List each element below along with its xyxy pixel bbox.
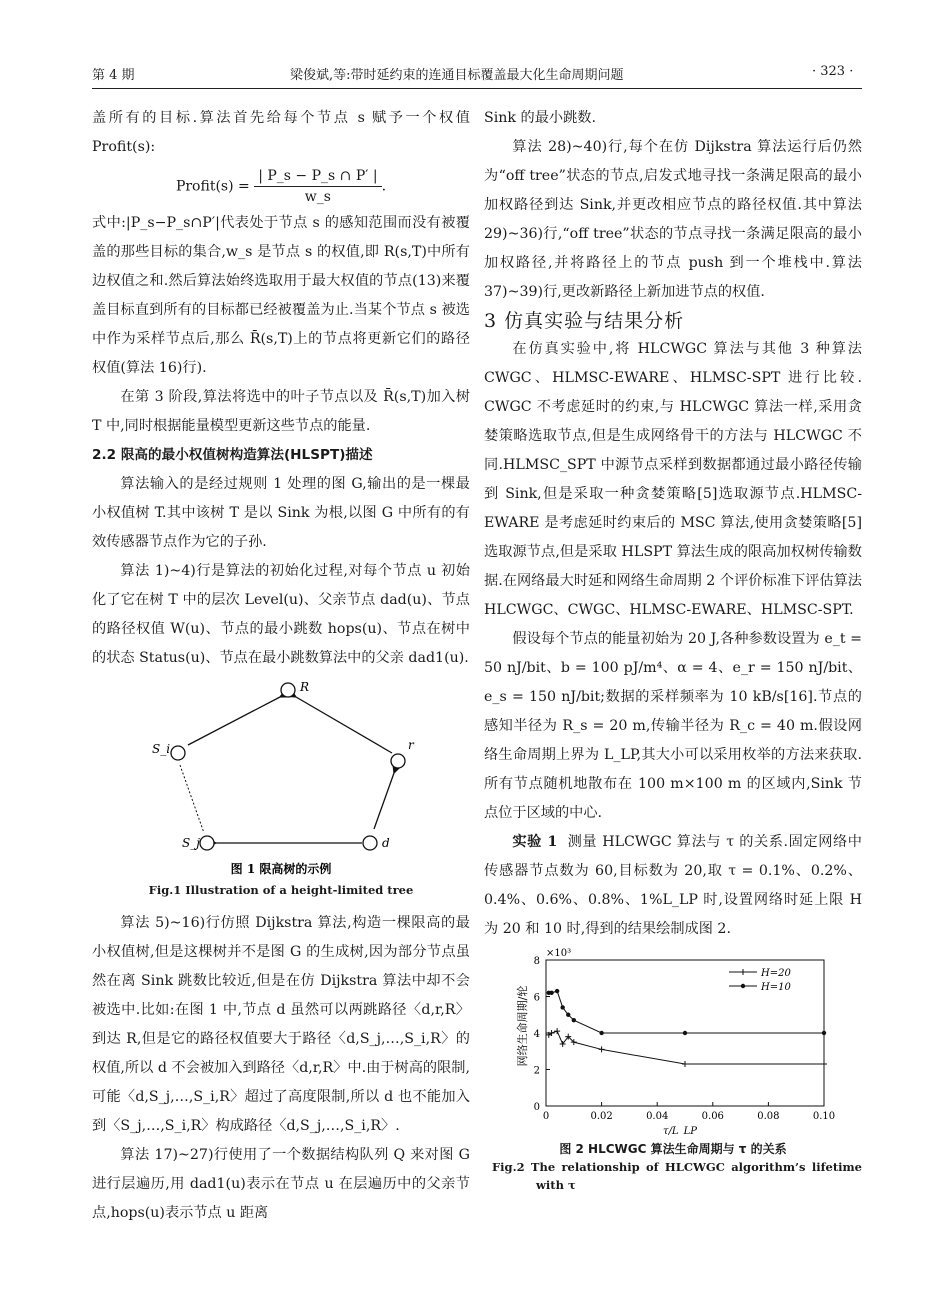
height-limited-tree-diagram xyxy=(92,681,470,885)
equation-lhs: Profit(s) = xyxy=(175,178,250,195)
right-column xyxy=(484,104,862,1194)
y-tick-label: 0 xyxy=(533,1102,540,1113)
data-point xyxy=(821,1061,827,1067)
legend-label: H=10 xyxy=(761,982,791,993)
y-tick-label: 6 xyxy=(533,992,540,1004)
node-Sj xyxy=(200,836,214,850)
data-point xyxy=(683,1031,687,1035)
section-heading-3: 3 仿真实验与结果分析 xyxy=(484,310,685,332)
experiment-text: 测量 HLCWGC 算法与 τ 的关系.固定网络中传感器节点数为 60,目标数为 20,取 τ = 0.1%、0.2%、0.4%、0.6%、0.8%、1%L_LP 时,设置网络时延上限 H 为 20 和 10 时,得到的结果绘制成图 2. xyxy=(484,834,862,937)
data-point xyxy=(599,1031,603,1035)
paragraph: Sink 的最小跳数. xyxy=(484,110,596,126)
label-Si: S_i xyxy=(152,742,171,756)
y-axis-label: 网络生命周期/轮 xyxy=(516,985,529,1067)
x-tick-label: 0.08 xyxy=(757,1111,780,1122)
x-tick-label: 0.10 xyxy=(812,1111,836,1122)
node-Si xyxy=(171,746,185,760)
paragraph xyxy=(484,828,862,944)
node-R xyxy=(281,683,295,697)
figure-1-caption-en: Fig.1 Illustration of a height-limited tree xyxy=(148,883,414,897)
running-title: 梁俊斌,等:带时延约束的连通目标覆盖最大化生命周期问题 xyxy=(290,68,624,83)
x-tick-label: 0.06 xyxy=(701,1111,724,1122)
chart-marks xyxy=(546,968,827,1067)
data-point xyxy=(822,1031,826,1035)
section-heading-2-2: 2.2 限高的最小权值树构造算法(HLSPT)描述 xyxy=(92,447,373,463)
chart-axes xyxy=(534,956,836,1122)
data-point xyxy=(549,991,553,995)
data-point xyxy=(560,1005,564,1009)
label-Sj: S_j xyxy=(182,836,200,850)
data-point xyxy=(566,1013,570,1017)
x-tick-label: 0.04 xyxy=(646,1111,669,1122)
left-column xyxy=(92,104,470,1228)
node-d xyxy=(363,836,377,850)
figure-2-caption-cn: 图 2 HLCWGC 算法生命周期与 τ 的关系 xyxy=(559,1142,787,1156)
y-axis-multiplier: ×10³ xyxy=(546,948,572,959)
paragraph: 假设每个节点的能量初始为 20 J,各种参数设置为 e_t = 50 nJ/bit、b = 100 pJ/m⁴、α = 4、e_r = 150 nJ/bit、e_s = 150 nJ/bit;数据的采样频率为 10 kB/s[16].节点的感知半径为 R_s = 20 m,传输半径为 R_c = 40 m.假设网络生命周期上界为 L_LP,其大小可以采用枚举的方法来获取.所有节点随机地散布在 100 m×100 m 的区域内,Sink 节点位于区域的中心. xyxy=(484,631,862,821)
paragraph: 式中:|P_s−P_s∩P′|代表处于节点 s 的感知范围而没有被覆盖的那些目标的集合,w_s 是节点 s 的权值,即 R(s,T)中所有边权值之和.然后算法始终选取用于最大权值的节点(13)来覆盖目标直到所有的目标都已经被覆盖为止.当某个节点 s 被选中作为采样节点后,那么 R̄(s,T)上的节点将更新它们的路径权值(算法 16)行). xyxy=(92,215,470,376)
legend-marker xyxy=(741,984,745,988)
paragraph: 盖所有的目标.算法首先给每个节点 s 赋予一个权值 Profit(s): xyxy=(92,110,470,155)
path-Sj-Si-dotted xyxy=(180,765,204,833)
figure-1 xyxy=(92,681,470,885)
legend-label: H=20 xyxy=(761,968,791,979)
paragraph: 算法 5)~16)行仿照 Dijkstra 算法,构造一棵限高的最小权值树,但是这棵树并不是图 G 的生成树,因为部分节点虽然在离 Sink 跳数比较近,但是在仿 Dijkstra 算法中却不会被选中.比如:在图 1 中,节点 d 虽然可以两跳路径〈d,r,R〉到达 R,但是它的路径权值要大于路径〈d,S_j,…,S_i,R〉的权值,所以 d 不会被加入到路径〈d,r,R〉中.由于树高的限制,可能〈d,S_j,…,S_i,R〉超过了高度限制,所以 d 也不能加入到〈S_j,…,S_i,R〉构成路径〈d,S_j,…,S_i,R〉. xyxy=(92,915,470,1134)
series-line-H=20 xyxy=(549,1031,824,1064)
data-point xyxy=(572,1018,576,1022)
equation-numerator: | P_s − P_s ∩ P′ | xyxy=(254,166,381,187)
lifetime-vs-tau-chart xyxy=(484,946,862,1136)
paragraph: 在第 3 阶段,算法将选中的叶子节点以及 R̄(s,T)加入树 T 中,同时根据能量模型更新这些节点的能量. xyxy=(92,389,470,434)
edge-r-R xyxy=(296,697,392,753)
paragraph: 算法 17)~27)行使用了一个数据结构队列 Q 来对图 G 进行层遍历,用 dad1(u)表示在节点 u 在层遍历中的父亲节点,hops(u)表示节点 u 距离 xyxy=(92,1147,470,1221)
series-line-H=10 xyxy=(549,991,824,1033)
figure-2-caption-en: Fig.2 The relationship of HLCWGC algorithm’s lifetime with τ xyxy=(492,1160,862,1192)
equation-denominator: w_s xyxy=(304,189,331,205)
data-point xyxy=(599,1046,605,1052)
figure-1-caption-cn: 图 1 限高树的示例 xyxy=(230,862,332,876)
y-tick-label: 2 xyxy=(533,1065,540,1077)
paragraph: 算法输入的是经过规则 1 处理的图 G,输出的是一棵最小权值树 T.其中该树 T 是以 Sink 为根,以图 G 中所有的有效传感器节点作为它的子孙. xyxy=(92,476,470,550)
edge-Si-R xyxy=(188,697,280,745)
node-r xyxy=(391,754,405,768)
paragraph: 算法 28)~40)行,每个在仿 Dijkstra 算法运行后仍然为“off tree”状态的节点,启发式地寻找一条满足限高的最小加权路径到达 Sink,并更改相应节点的路径权值.其中算法 29)~36)行,“off tree”状态的节点寻找一条满足限高的最小加权路径,并将路径上的节点 push 到一个堆栈中.算法 37)~39)行,更改新路径上新加进节点的权值. xyxy=(484,139,862,300)
edge-d-r xyxy=(374,773,394,829)
data-point xyxy=(682,1061,688,1067)
figure-2 xyxy=(484,946,862,1136)
label-r: r xyxy=(408,738,414,752)
data-point xyxy=(554,1028,560,1034)
x-tick-label: 0 xyxy=(542,1111,550,1122)
paragraph: 在仿真实验中,将 HLCWGC 算法与其他 3 种算法 CWGC、HLMSC-EWARE、HLMSC-SPT 进行比较. CWGC 不考虑延时的约束,与 HLCWGC 算法一样,采用贪婪策略选取节点,但是生成网络骨干的方法与 HLCWGC 不同.HLMSC_SPT 中源节点采样到数据都通过最小路径传输到 Sink,但是采取一种贪婪策略[5]选取源节点.HLMSC-EWARE 是考虑延时约束后的 MSC 算法,使用贪婪策略[5]选取源节点,但是采取 HLSPT 算法生成的限高加权树传输数据.在网络最大时延和网络生命周期 2 个评价标准下评估算法 HLCWGC、CWGC、HLMSC-EWARE、HLMSC-SPT. xyxy=(484,341,862,618)
label-R: R xyxy=(300,681,310,694)
journal-issue: 第 4 期 xyxy=(92,68,135,83)
data-point xyxy=(555,989,559,993)
page-number: · 323 · xyxy=(812,64,854,79)
y-tick-label: 4 xyxy=(533,1029,540,1040)
paragraph: 算法 1)~4)行是算法的初始化过程,对每个节点 u 初始化了它在树 T 中的层次 Level(u)、父亲节点 dad(u)、节点的路径权值 W(u)、节点的最小跳数 hops(u)、节点在树中的状态 Status(u)、节点在最小跳数算法中的父亲 dad1(u). xyxy=(92,563,470,666)
header-rule xyxy=(92,88,862,89)
legend-marker xyxy=(740,969,746,975)
label-d: d xyxy=(382,836,390,850)
x-tick-label: 0.02 xyxy=(590,1111,613,1122)
experiment-label: 实验 1 xyxy=(512,834,558,850)
profit-equation: Profit(s) = $\frac{| P\_s - P\_s \cap P' |}{w\_s}$ . xyxy=(175,168,387,205)
y-tick-label: 8 xyxy=(533,956,540,967)
x-axis-label: τ/L_LP xyxy=(663,1126,697,1136)
